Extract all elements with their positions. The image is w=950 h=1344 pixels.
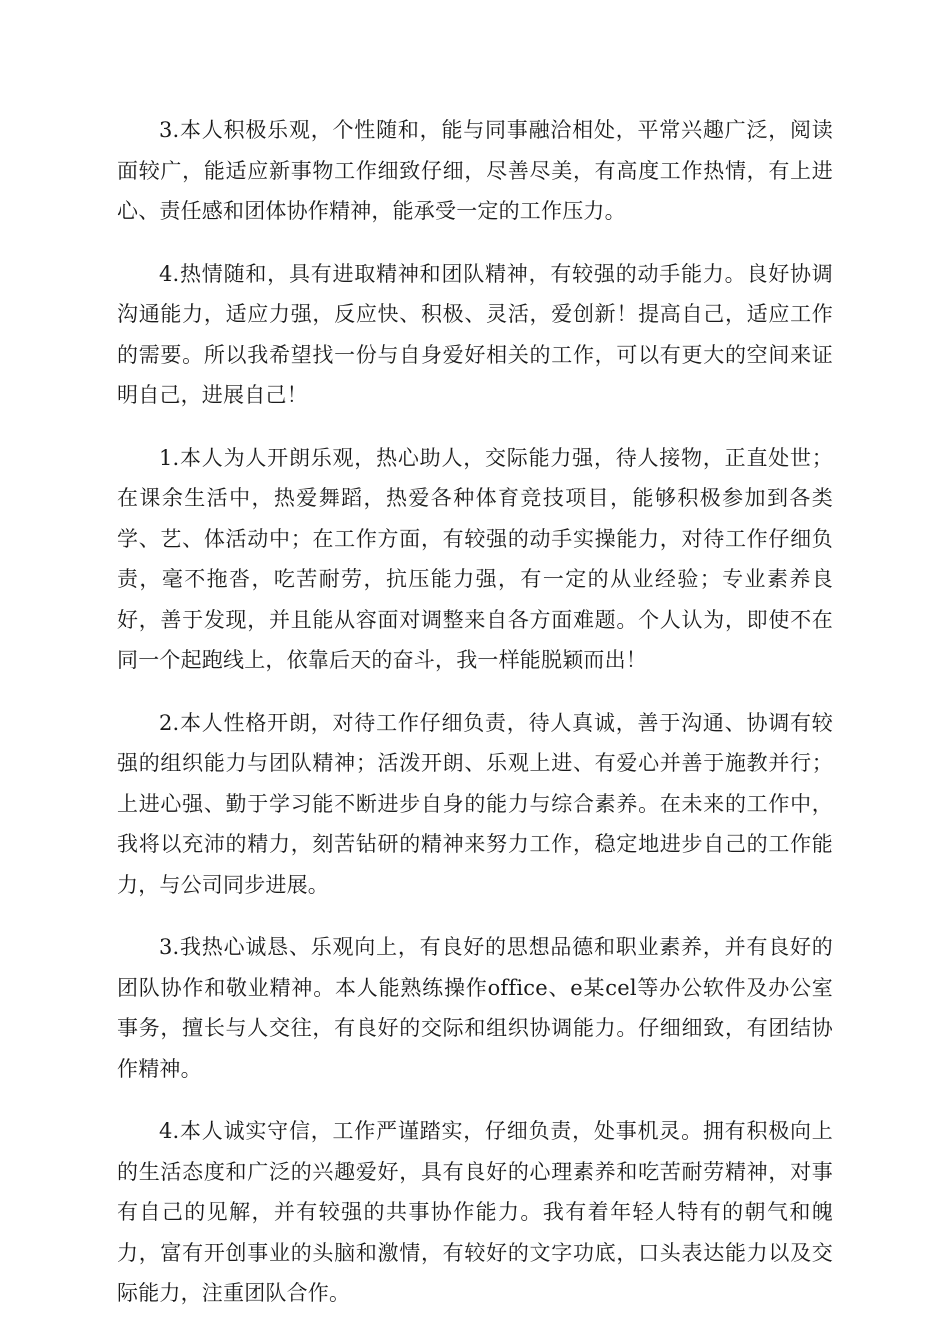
paragraph-4: 2.本人性格开朗，对待工作仔细负责，待人真诚，善于沟通、协调有较强的组织能力与团队精神；活泼开朗、乐观上进、有爱心并善于施教并行；上进心强、勤于学习能不断进步自身的能力与综合素养。在未来的工作中，我将以充沛的精力，刻苦钻研的精神来努力工作，稳定地进步自己的工作能力，与公司同步进展。	[117, 710, 833, 897]
document-body	[117, 110, 833, 1336]
paragraph-3: 1.本人为人开朗乐观，热心助人，交际能力强，待人接物，正直处世；在课余生活中，热爱舞蹈，热爱各种体育竞技项目，能够积极参加到各类学、艺、体活动中；在工作方面，有较强的动手实操能力，对待工作仔细负责，毫不拖沓，吃苦耐劳，抗压能力强，有一定的从业经验；专业素养良好，善于发现，并且能从容面对调整来自各方面难题。个人认为，即使不在同一个起跑线上，依靠后天的奋斗，我一样能脱颖而出！	[117, 445, 833, 672]
paragraph-2: 4.热情随和，具有进取精神和团队精神，有较强的动手能力。良好协调沟通能力，适应力强，反应快、积极、灵活，爱创新！提高自己，适应工作的需要。所以我希望找一份与自身爱好相关的工作，可以有更大的空间来证明自己，进展自己！	[117, 261, 833, 407]
paragraph-5: 3.我热心诚恳、乐观向上，有良好的思想品德和职业素养，并有良好的团队协作和敬业精神。本人能熟练操作office、e某cel等办公软件及办公室事务，擅长与人交往，有良好的交际和组织协调能力。仔细细致，有团结协作精神。	[117, 935, 833, 1081]
paragraph-1: 3.本人积极乐观，个性随和，能与同事融洽相处，平常兴趣广泛，阅读面较广，能适应新事物工作细致仔细，尽善尽美，有高度工作热情，有上进心、责任感和团体协作精神，能承受一定的工作压力。	[117, 118, 833, 223]
paragraph-6: 4.本人诚实守信，工作严谨踏实，仔细负责，处事机灵。拥有积极向上的生活态度和广泛的兴趣爱好，具有良好的心理素养和吃苦耐劳精神，对事有自己的见解，并有较强的共事协作能力。我有着年轻人特有的朝气和魄力，富有开创事业的头脑和激情，有较好的文字功底，口头表达能力以及交际能力，注重团队合作。	[117, 1119, 833, 1305]
